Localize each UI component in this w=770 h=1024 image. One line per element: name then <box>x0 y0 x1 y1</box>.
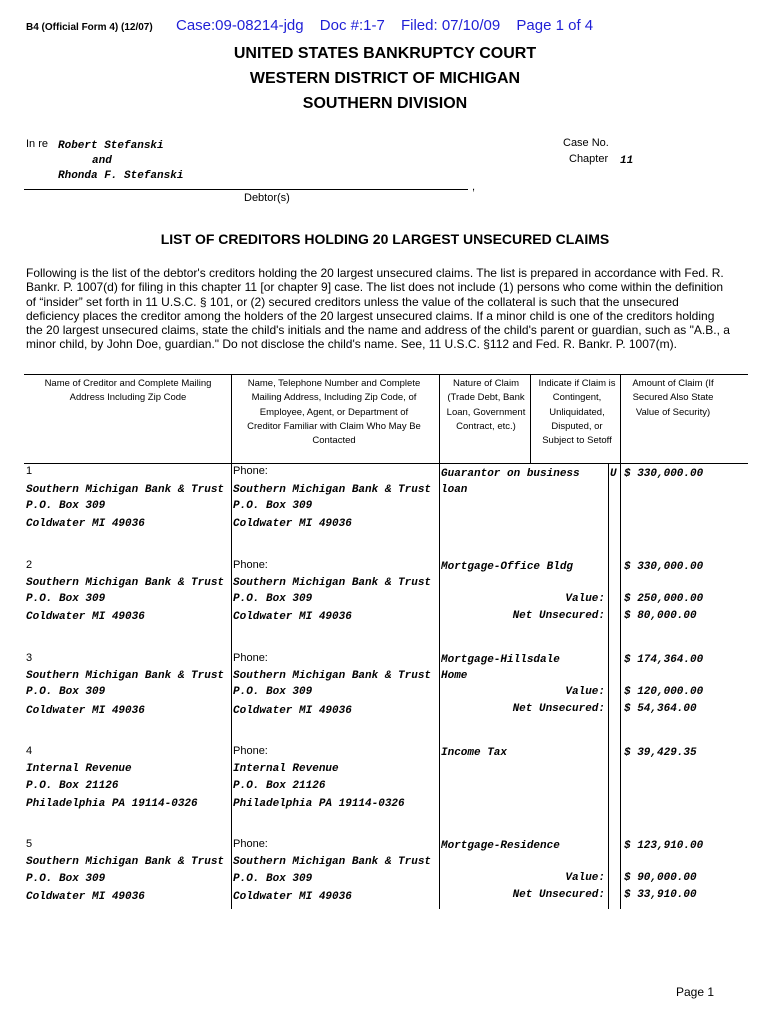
row-number: 2 <box>26 559 33 571</box>
contact-name: Southern Michigan Bank & Trust <box>233 577 432 589</box>
value-label: Value: <box>565 686 605 698</box>
form-identifier: B4 (Official Form 4) (12/07) <box>26 22 153 33</box>
creditor-city: Coldwater MI 49036 <box>26 705 145 717</box>
net-unsecured-amount: $ 80,000.00 <box>624 610 697 622</box>
column-divider <box>231 374 232 909</box>
column-divider <box>608 464 609 909</box>
column-divider <box>620 374 621 909</box>
case-number: Case:09-08214-jdg <box>176 17 304 34</box>
column-header-nature: Nature of Claim (Trade Debt, Bank Loan, Government Contract, etc.) <box>446 378 526 432</box>
net-unsecured-label: Net Unsecured: <box>512 889 605 901</box>
phone-label: Phone: <box>233 745 268 757</box>
table-top-rule <box>24 374 748 375</box>
contact-city: Coldwater MI 49036 <box>233 611 352 623</box>
column-divider <box>439 374 440 909</box>
creditor-name: Internal Revenue <box>26 763 132 775</box>
collateral-value: $ 120,000.00 <box>624 686 704 698</box>
collateral-value: $ 90,000.00 <box>624 872 697 884</box>
collateral-value: $ 250,000.00 <box>624 593 704 605</box>
claim-amount: $ 330,000.00 <box>624 561 704 573</box>
phone-label: Phone: <box>233 838 268 850</box>
claim-amount: $ 330,000.00 <box>624 468 704 480</box>
value-label: Value: <box>565 872 605 884</box>
court-name: UNITED STATES BANKRUPTCY COURT <box>233 45 537 62</box>
creditor-name: Southern Michigan Bank & Trust <box>26 670 225 682</box>
claim-nature: Income Tax <box>441 747 508 759</box>
contact-city: Coldwater MI 49036 <box>233 518 352 530</box>
debtor-name-1: Robert Stefanski <box>58 140 164 152</box>
phone-label: Phone: <box>233 559 268 571</box>
court-district: WESTERN DISTRICT OF MICHIGAN <box>249 70 521 87</box>
contact-city: Coldwater MI 49036 <box>233 705 352 717</box>
net-unsecured-amount: $ 54,364.00 <box>624 703 697 715</box>
row-number: 5 <box>26 838 33 850</box>
column-header-indicator: Indicate if Claim is Contingent, Unliquidated, Disputed, or Subject to Setoff <box>538 378 616 447</box>
creditor-address: P.O. Box 309 <box>26 686 106 698</box>
phone-label: Phone: <box>233 465 268 477</box>
debtor-name-2: Rhonda F. Stefanski <box>58 170 184 182</box>
instructions-paragraph: Following is the list of the debtor's creditors holding the 20 largest unsecured claims. The list is prepared in accordance with Fed. R. Bankr. P. 1007(d) for filing in this chapter 11 [or chapter 9] case. The list does not include (1) persons who come within the definition of “insider” set forth in 11 U.S.C. § 101, or (2) secured creditors unless the value of the collateral is such that the unsecured deficiency places the creditor among the holders of the 20 largest unsecured claims. If a minor child is one of the creditors holding the 20 largest unsecured claims, state the child's initials and the name and address of the child's parent or guardian, such as "A.B., a minor child, by John Doe, guardian." Do not disclose the child's name. See, 11 U.S.C. §112 and Fed. R. Bankr. P. 1007(m). <box>26 266 730 352</box>
row-number: 3 <box>26 652 33 664</box>
chapter-value: 11 <box>620 155 634 167</box>
contact-address: P.O. Box 309 <box>233 873 313 885</box>
claim-amount: $ 123,910.00 <box>624 840 704 852</box>
creditor-address: P.O. Box 309 <box>26 500 106 512</box>
claim-flag: U <box>610 468 617 480</box>
case-stamp <box>176 17 605 34</box>
contact-address: P.O. Box 309 <box>233 500 313 512</box>
claim-nature-cont: loan <box>441 484 468 496</box>
chapter-label: Chapter <box>569 153 609 165</box>
creditor-city: Coldwater MI 49036 <box>26 518 145 530</box>
contact-name: Southern Michigan Bank & Trust <box>233 484 432 496</box>
value-label: Value: <box>565 593 605 605</box>
row-number: 1 <box>26 465 33 477</box>
claim-amount: $ 39,429.35 <box>624 747 697 759</box>
contact-name: Internal Revenue <box>233 763 339 775</box>
column-divider <box>530 374 531 464</box>
column-header-amount: Amount of Claim (If Secured Also State Value of Security) <box>632 378 714 418</box>
column-header-creditor: Name of Creditor and Complete Mailing Address Including Zip Code <box>44 378 212 404</box>
claim-nature-cont: Home <box>441 670 468 682</box>
creditor-address: P.O. Box 21126 <box>26 780 119 792</box>
creditor-name: Southern Michigan Bank & Trust <box>26 856 225 868</box>
row-number: 4 <box>26 745 33 757</box>
page-number: Page 1 <box>676 985 715 999</box>
debtor-comma: , <box>472 181 476 193</box>
case-no-label: Case No. <box>563 137 609 149</box>
debtors-label: Debtor(s) <box>244 192 290 204</box>
court-division: SOUTHERN DIVISION <box>302 95 468 112</box>
filed-date: Filed: 07/10/09 <box>400 17 501 34</box>
net-unsecured-label: Net Unsecured: <box>512 610 605 622</box>
net-unsecured-label: Net Unsecured: <box>512 703 605 715</box>
contact-city: Coldwater MI 49036 <box>233 891 352 903</box>
claim-nature: Mortgage-Office Bldg <box>441 561 574 573</box>
creditor-name: Southern Michigan Bank & Trust <box>26 484 225 496</box>
net-unsecured-amount: $ 33,910.00 <box>624 889 697 901</box>
creditor-city: Philadelphia PA 19114-0326 <box>26 798 198 810</box>
page-of: Page 1 of 4 <box>516 17 594 34</box>
creditor-city: Coldwater MI 49036 <box>26 611 145 623</box>
creditor-address: P.O. Box 309 <box>26 873 106 885</box>
contact-address: P.O. Box 309 <box>233 686 313 698</box>
creditor-name: Southern Michigan Bank & Trust <box>26 577 225 589</box>
claim-nature: Mortgage-Residence <box>441 840 560 852</box>
column-header-contact: Name, Telephone Number and Complete Mailing Address, Including Zip Code, of Employee, Agent, or Department of Creditor Familiar with Claim Who May Be Contacted <box>247 378 421 447</box>
doc-number: Doc #:1-7 <box>319 17 385 34</box>
phone-label: Phone: <box>233 652 268 664</box>
contact-address: P.O. Box 309 <box>233 593 313 605</box>
claim-nature: Mortgage-Hillsdale <box>441 654 560 666</box>
creditor-city: Coldwater MI 49036 <box>26 891 145 903</box>
debtor-underline <box>24 189 468 190</box>
contact-name: Southern Michigan Bank & Trust <box>233 856 432 868</box>
document-title: LIST OF CREDITORS HOLDING 20 LARGEST UNSECURED CLAIMS <box>160 231 610 247</box>
table-header-rule <box>24 463 748 464</box>
contact-city: Philadelphia PA 19114-0326 <box>233 798 405 810</box>
in-re-label: In re <box>26 138 49 150</box>
contact-name: Southern Michigan Bank & Trust <box>233 670 432 682</box>
claim-amount: $ 174,364.00 <box>624 654 704 666</box>
debtor-and: and <box>92 155 112 167</box>
claim-nature: Guarantor on business <box>441 468 580 480</box>
creditor-address: P.O. Box 309 <box>26 593 106 605</box>
contact-address: P.O. Box 21126 <box>233 780 326 792</box>
